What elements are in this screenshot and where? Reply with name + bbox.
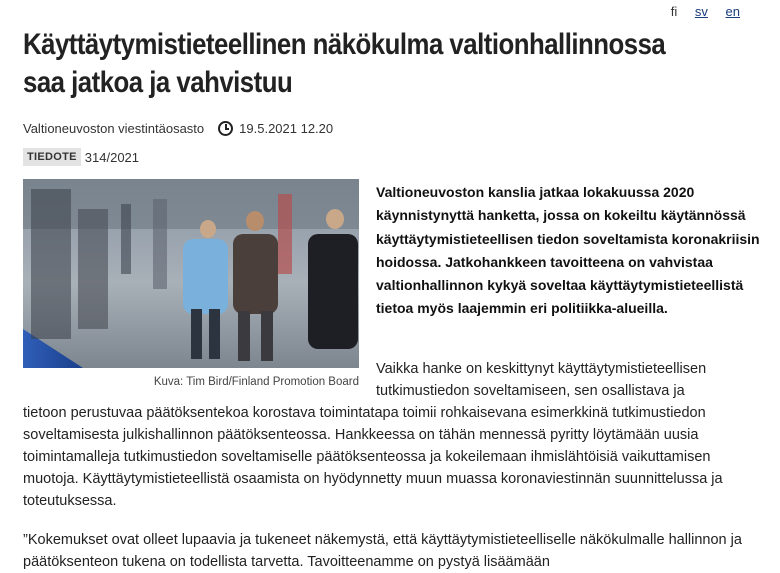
release-type-badge: TIEDOTE [23, 148, 81, 166]
body-paragraph-1-start: Vaikka hanke on keskittynyt käyttäytymistieteellisen tutkimustiedon soveltamiseen, sen osallistava ja [376, 361, 707, 399]
publish-datetime: 19.5.2021 12.20 [239, 121, 334, 136]
clock-icon [218, 121, 233, 136]
page-title-line-1: Käyttäytymistieteellinen näkökulma valtionhallinnossa [23, 28, 666, 61]
page-title-line-2: saa jatkoa ja vahvistuu [23, 66, 293, 99]
body-paragraph-2: ”Kokemukset ovat olleet lupaavia ja tukeneet näkemystä, että käyttäytymistieteelliselle näkökulmalle hallinnon ja päätöksenteon tukena on todellista tarvetta. Tavoitteenamme on pystyä lisäämään [23, 532, 742, 570]
author-name: Valtioneuvoston viestintäosasto [23, 121, 205, 136]
release-info [23, 148, 139, 166]
article-photo [23, 179, 359, 368]
photo-caption: Kuva: Tim Bird/Finland Promotion Board [153, 376, 359, 388]
article-meta [23, 121, 333, 136]
release-number: 314/2021 [84, 149, 140, 165]
lang-link-fi[interactable]: fi [670, 4, 678, 19]
lang-link-en[interactable]: en [725, 4, 740, 19]
language-switcher [657, 4, 740, 19]
street-crowd-photo [23, 179, 359, 368]
body-paragraph-1-rest: tietoon perustuvaa päätöksentekoa korostava toimintatapa toimii rohkaisevana esimerkkinä tutkimustiedon soveltamisesta julkishallinnon päätöksenteossa. Hankkeessa on tähän mennessä pyritty löytämään uusia toimintamalleja tutkimustiedon soveltamiselle päätöksenteossa ja kokeilemaan ihmislähtöisiä vaikuttamisen muotoja. Käyttäytymistieteellistä osaamista on hyödynnetty muun muassa koronaviestinnän suunnittelussa ja toteutuksessa. [23, 405, 723, 509]
page-title [23, 26, 666, 102]
lead-paragraph: Valtioneuvoston kanslia jatkaa lokakuussa 2020 käynnistynyttä hanketta, jossa on kokeiltu käytännössä käyttäytymistieteellisen tiedon soveltamista koronakriisin hoidossa. Jatkohankkeen tavoitteena on vahvistaa valtionhallinnon kykyä soveltaa käyttäytymistieteellistä tietoa myös laajemmin eri politiikka-alueilla. [376, 184, 760, 317]
lang-link-sv[interactable]: sv [694, 4, 708, 19]
